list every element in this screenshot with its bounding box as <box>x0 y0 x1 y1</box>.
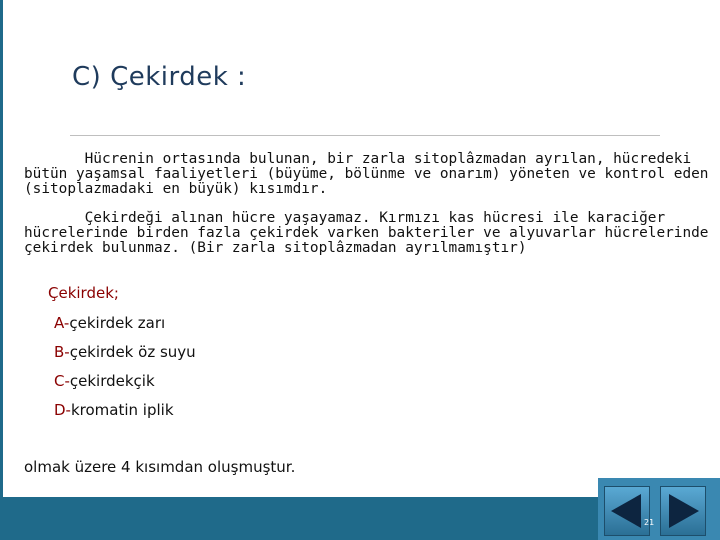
list-item-text: çekirdek zarı <box>69 314 166 332</box>
triangle-left-icon <box>611 494 641 528</box>
triangle-right-icon <box>669 494 699 528</box>
list-item <box>54 343 196 361</box>
title-divider <box>70 135 660 136</box>
list-item <box>54 401 174 419</box>
list-title: Çekirdek; <box>48 284 119 302</box>
paragraph-1-line: (sitoplazmadaki en büyük) kısımdır. <box>24 181 328 197</box>
list-item-letter: A- <box>54 314 70 332</box>
list-item-text: kromatin iplik <box>70 401 174 419</box>
list-item <box>54 314 165 332</box>
paragraph-1-line: bütün yaşamsal faaliyetleri (büyüme, bölünme ve onarım) yöneten ve kontrol eden <box>24 166 709 182</box>
left-accent-bar <box>0 0 3 540</box>
paragraph-2-line: Çekirdeği alınan hücre yaşayamaz. Kırmızı kas hücresi ile karaciğer <box>24 210 666 226</box>
paragraph-2 <box>24 210 709 256</box>
slide-title: C) Çekirdek : <box>72 62 247 92</box>
next-slide-button[interactable] <box>660 486 706 536</box>
paragraph-2-line: çekirdek bulunmaz. (Bir zarla sitoplâzmadan ayrılmamıştır) <box>24 240 527 256</box>
list-item-text: çekirdekçik <box>69 372 155 390</box>
list-item <box>54 372 155 390</box>
paragraph-1 <box>24 151 709 197</box>
list-item-letter: D- <box>54 401 71 419</box>
list-item-letter: B- <box>54 343 70 361</box>
page-number: 21 <box>644 518 655 527</box>
paragraph-1-line: Hücrenin ortasında bulunan, bir zarla sitoplâzmadan ayrılan, hücredeki <box>24 151 692 167</box>
list-item-text: çekirdek öz suyu <box>69 343 196 361</box>
previous-slide-button[interactable] <box>604 486 650 536</box>
paragraph-2-line: hücrelerinde birden fazla çekirdek varken bakteriler ve alyuvarlar hücrelerinde <box>24 225 709 241</box>
conclusion-text: olmak üzere 4 kısımdan oluşmuştur. <box>24 458 296 476</box>
list-item-letter: C- <box>54 372 70 390</box>
